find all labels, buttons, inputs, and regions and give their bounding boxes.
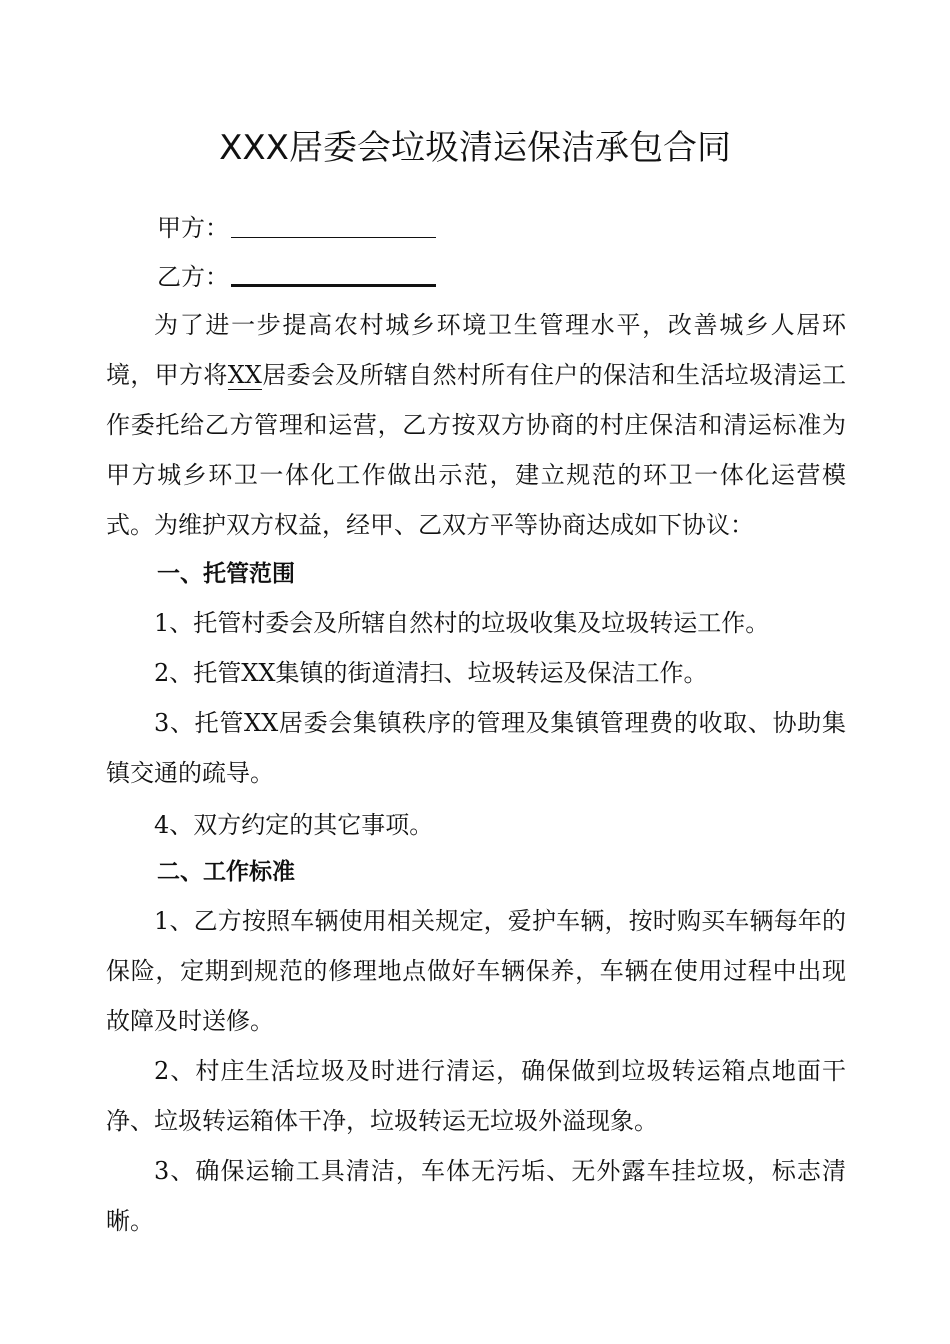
section-1-item-3: 3、托管XX居委会集镇秩序的管理及集镇管理费的收取、协助集镇交通的疏导。 (106, 709, 846, 787)
section-1-item-2: 2、托管XX集镇的街道清扫、垃圾转运及保洁工作。 (154, 659, 708, 687)
party-b-blank (231, 258, 436, 287)
party-a-line (157, 209, 436, 246)
document-title: XXX居委会垃圾清运保洁承包合同 (219, 128, 731, 168)
section-2-item-3: 3、确保运输工具清洁，车体无污垢、无外露车挂垃圾，标志清晰。 (106, 1157, 846, 1235)
section-1-heading: 一、托管范围 (157, 561, 295, 587)
intro-paragraph (106, 300, 846, 550)
party-a-label: 甲方： (157, 214, 229, 242)
party-b-line (157, 256, 436, 295)
party-b-label: 乙方： (157, 263, 229, 291)
section-2-heading: 二、工作标准 (157, 859, 295, 885)
party-a-blank (231, 211, 436, 238)
intro-text-1: 为了进一步提高农村城乡环境卫生管理水平，改善城乡人居环境，甲方将 (106, 311, 846, 389)
intro-underlined-name: XX (227, 361, 262, 389)
section-1-item-1: 1、托管村委会及所辖自然村的垃圾收集及垃圾转运工作。 (154, 609, 770, 637)
section-2-item-1: 1、乙方按照车辆使用相关规定，爱护车辆，按时购买车辆每年的保险，定期到规范的修理地点做好车辆保养，车辆在使用过程中出现故障及时送修。 (106, 907, 846, 1035)
intro-text-2: 居委会及所辖自然村所有住户的保洁和生活垃圾清运工作委托给乙方管理和运营，乙方按双方协商的村庄保洁和清运标准为甲方城乡环卫一体化工作做出示范，建立规范的环卫一体化运营模式。为维护双方权益，经甲、乙双方平等协商达成如下协议： (106, 361, 847, 539)
section-2-item-2: 2、村庄生活垃圾及时进行清运，确保做到垃圾转运箱点地面干净、垃圾转运箱体干净，垃圾转运无垃圾外溢现象。 (106, 1057, 846, 1135)
section-1-item-4: 4、双方约定的其它事项。 (154, 811, 434, 839)
